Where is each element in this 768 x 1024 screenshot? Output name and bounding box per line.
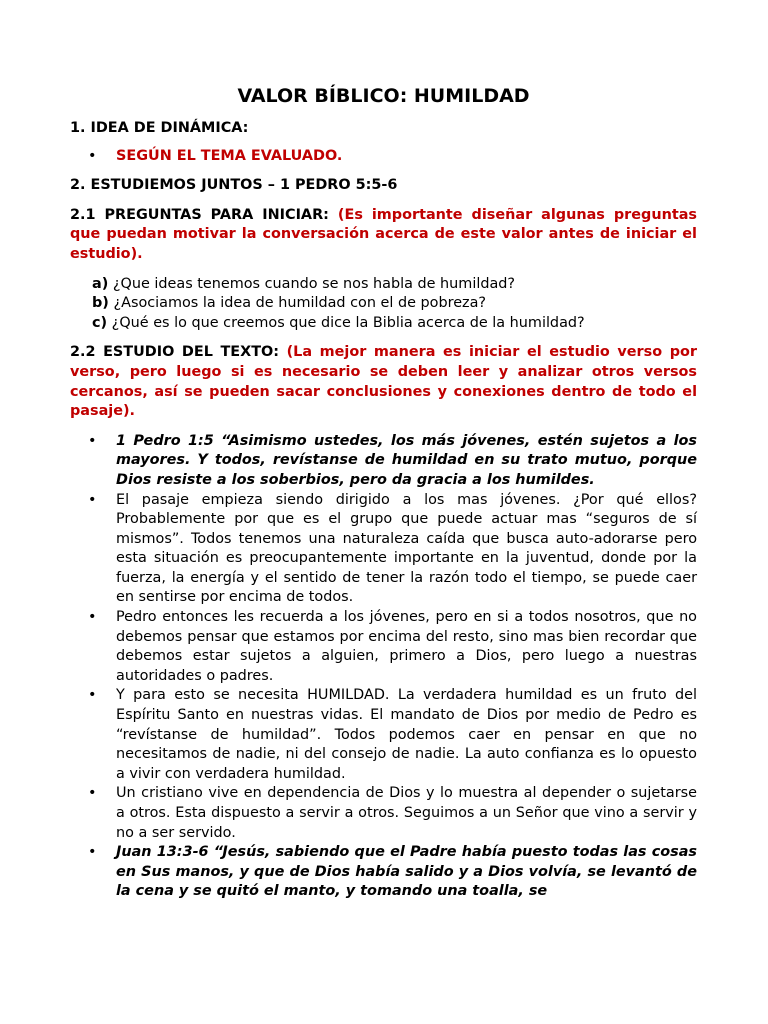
bullet-icon: •	[88, 844, 97, 861]
bullet-icon: •	[88, 609, 97, 626]
section-2-2-label: 2.2 ESTUDIO DEL TEXTO:	[70, 344, 287, 361]
document-page	[70, 84, 697, 902]
study-bullet-text: Juan 13:3-6 “Jesús, sabiendo que el Padre había puesto todas las cosas en Sus manos, y que de Dios había salido y a Dios volvía, se levantó de la cena y se quitó el manto, y tomando una toalla, se	[116, 844, 697, 900]
study-bullet-text: Un cristiano vive en dependencia de Dios y lo muestra al depender o sujetarse a otros. Esta dispuesto a servir a otros. Seguimos a un Señor que vino a servir y no a ser servido.	[116, 785, 697, 841]
list-item	[70, 843, 697, 902]
list-item	[70, 784, 697, 843]
section-2-1-label: 2.1 PREGUNTAS PARA INICIAR:	[70, 206, 338, 223]
study-bullets	[70, 432, 697, 902]
bullet-icon: •	[88, 147, 97, 164]
list-item	[70, 686, 697, 784]
section-2-1-note: (Es importante diseñar algunas preguntas que puedan motivar la conversación acerca de este valor antes de iniciar el estudio).	[70, 206, 697, 262]
section-1-bullet-text: SEGÚN EL TEMA EVALUADO.	[116, 147, 343, 164]
bullet-icon: •	[88, 785, 97, 802]
question-text: ¿Asociamos la idea de humildad con el de pobreza?	[108, 295, 487, 312]
bullet-icon: •	[88, 432, 97, 449]
study-bullet-text: Pedro entonces les recuerda a los jóvenes, pero en si a todos nosotros, que no debemos pensar que estamos por encima del resto, sino mas bien recordar que debemos estar sujetos a alguien, primero a Dios, pero luego a nuestras autoridades o padres.	[116, 609, 697, 684]
study-bullet-text: El pasaje empieza siendo dirigido a los mas jóvenes. ¿Por qué ellos? Probablemente por que es el grupo que puede actuar mas “seguros de sí mismos”. Todos tenemos una naturaleza caída que busca auto-adorarse pero esta situación es preocupantemente importante en la juventud, donde por la fuerza, la energía y el sentido de tener la razón todo el tiempo, se puede caer en sentirse por encima de todos.	[116, 491, 697, 606]
question-text: ¿Que ideas tenemos cuando se nos habla de humildad?	[108, 275, 516, 292]
bullet-icon: •	[88, 491, 97, 508]
section-1-heading: 1. IDEA DE DINÁMICA:	[70, 120, 249, 136]
study-bullet-text: 1 Pedro 1:5 “Asimismo ustedes, los más jóvenes, estén sujetos a los mayores. Y todos, revístanse de humildad en su trato mutuo, porque Dios resiste a los soberbios, pero da gracia a los humildes.	[116, 432, 697, 488]
question-item	[92, 314, 697, 334]
question-item	[92, 294, 697, 314]
study-bullet-text: Y para esto se necesita HUMILDAD. La verdadera humildad es un fruto del Espíritu Santo en nuestras vidas. El mandato de Dios por medio de Pedro es “revístanse de humildad”. Todos podemos caer en pensar en que no necesitamos de nadie, ni del consejo de nadie. La auto confianza es lo opuesto a vivir con verdadera humildad.	[116, 687, 697, 782]
list-item	[70, 491, 697, 609]
question-letter: b)	[92, 295, 109, 312]
section-1-list	[70, 147, 697, 167]
list-item	[70, 608, 697, 686]
section-2-1-paragraph	[70, 206, 697, 265]
question-letter: a)	[92, 275, 109, 292]
section-2-heading: 2. ESTUDIEMOS JUNTOS – 1 PEDRO 5:5-6	[70, 177, 398, 194]
section-2-2-note: (La mejor manera es iniciar el estudio verso por verso, pero luego si es necesario se deben leer y analizar otros versos cercanos, así se pueden sacar conclusiones y conexiones dentro de todo el pasaje).	[70, 344, 697, 420]
questions-list	[70, 275, 697, 334]
list-item	[70, 147, 697, 167]
question-item	[92, 275, 697, 295]
question-letter: c)	[92, 314, 108, 331]
bullet-icon: •	[88, 687, 97, 704]
list-item	[70, 432, 697, 491]
document-title: VALOR BÍBLICO: HUMILDAD	[237, 85, 530, 107]
question-text: ¿Qué es lo que creemos que dice la Biblia acerca de la humildad?	[107, 314, 585, 331]
section-2-2-paragraph	[70, 343, 697, 421]
